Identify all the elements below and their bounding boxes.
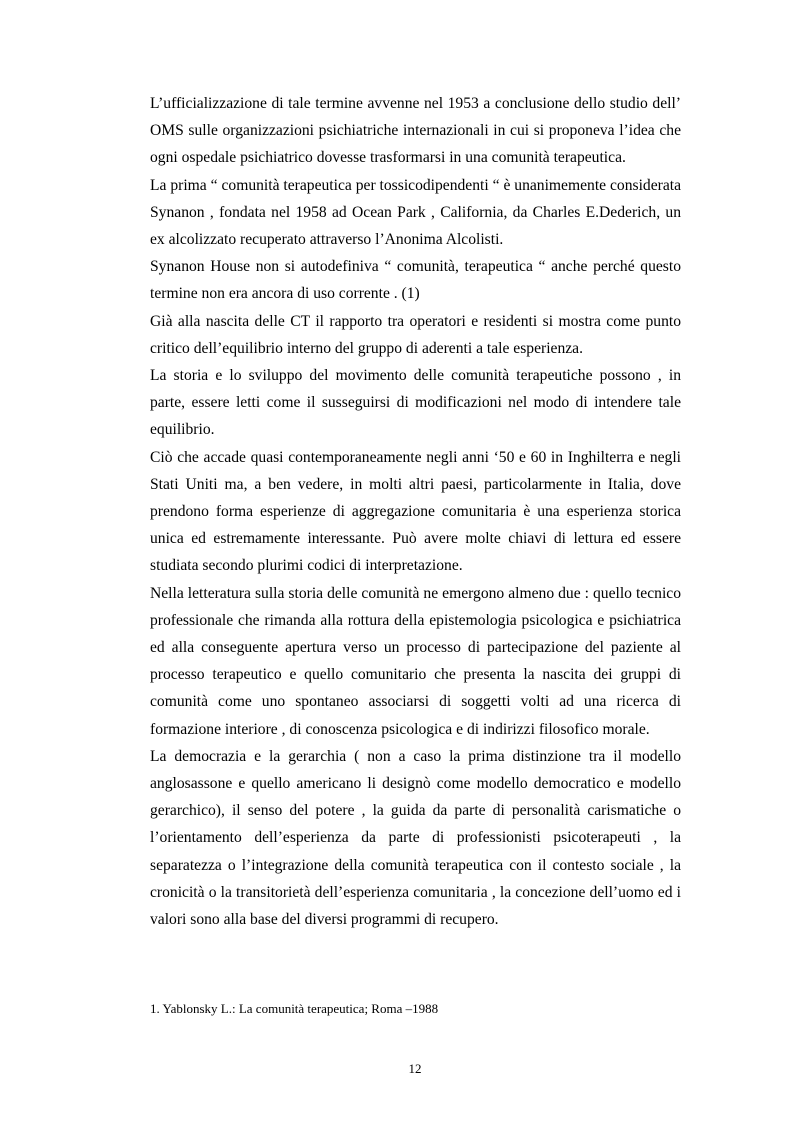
footnote: 1. Yablonsky L.: La comunità terapeutica; Roma –1988: [150, 1001, 439, 1016]
page-number: 12: [408, 1061, 422, 1076]
paragraph-5: La storia e lo sviluppo del movimento delle comunità terapeutiche possono , in parte, essere letti come il susseguirsi di modificazioni nel modo di intendere tale equilibrio.: [150, 367, 681, 439]
paragraph-7: Nella letteratura sulla storia delle comunità ne emergono almeno due : quello tecnico professionale che rimanda alla rottura della epistemologia psicologica e psichiatrica ed alla conseguente apertura verso un processo di partecipazione del paziente al processo terapeutico e quello comunitario che presenta la nascita dei gruppi di comunità come uno spontaneo associarsi di soggetti volti ad una ricerca di formazione interiore , di conoscenza psicologica e di indirizzi filosofico morale.: [150, 584, 681, 738]
paragraph-3: Synanon House non si autodefiniva “ comunità, terapeutica “ anche perché questo termine non era ancora di uso corrente . (1): [150, 258, 681, 303]
paragraph-6: Ciò che accade quasi contemporaneamente negli anni ‘50 e 60 in Inghilterra e negli Stati Uniti ma, a ben vedere, in molti altri paesi, particolarmente in Italia, dove prendono forma esperienze di aggregazione comunitaria è una esperienza storica unica ed estremamente interessante. Può avere molte chiavi di lettura ed essere studiata secondo plurimi codici di interpretazione.: [150, 448, 681, 575]
paragraph-1: L’ufficializzazione di tale termine avvenne nel 1953 a conclusione dello studio dell’ OMS sulle organizzazioni psichiatriche internazionali in cui si proponeva l’idea che ogni ospedale psichiatrico dovesse trasformarsi in una comunità terapeutica.: [150, 95, 681, 167]
paragraph-8: La democrazia e la gerarchia ( non a caso la prima distinzione tra il modello anglosassone e quello americano li designò come modello democratico e modello gerarchico), il senso del potere , la guida da parte di personalità carismatiche o l’orientamento dell’esperienza da parte di professionisti psicoterapeuti , la separatezza o l’integrazione della comunità terapeutica con il contesto sociale , la cronicità o la transitorietà dell’esperienza comunitaria , la concezione dell’uomo ed i valori sono alla base del diversi programmi di recupero.: [150, 747, 681, 929]
body-text: [150, 90, 681, 933]
paragraph-2: La prima “ comunità terapeutica per tossicodipendenti “ è unanimemente considerata Synanon , fondata nel 1958 ad Ocean Park , California, da Charles E.Dederich, un ex alcolizzato recuperato attraverso l’Anonima Alcolisti.: [150, 176, 681, 249]
paragraph-4: Già alla nascita delle CT il rapporto tra operatori e residenti si mostra come punto critico dell’equilibrio interno del gruppo di aderenti a tale esperienza.: [150, 312, 681, 357]
